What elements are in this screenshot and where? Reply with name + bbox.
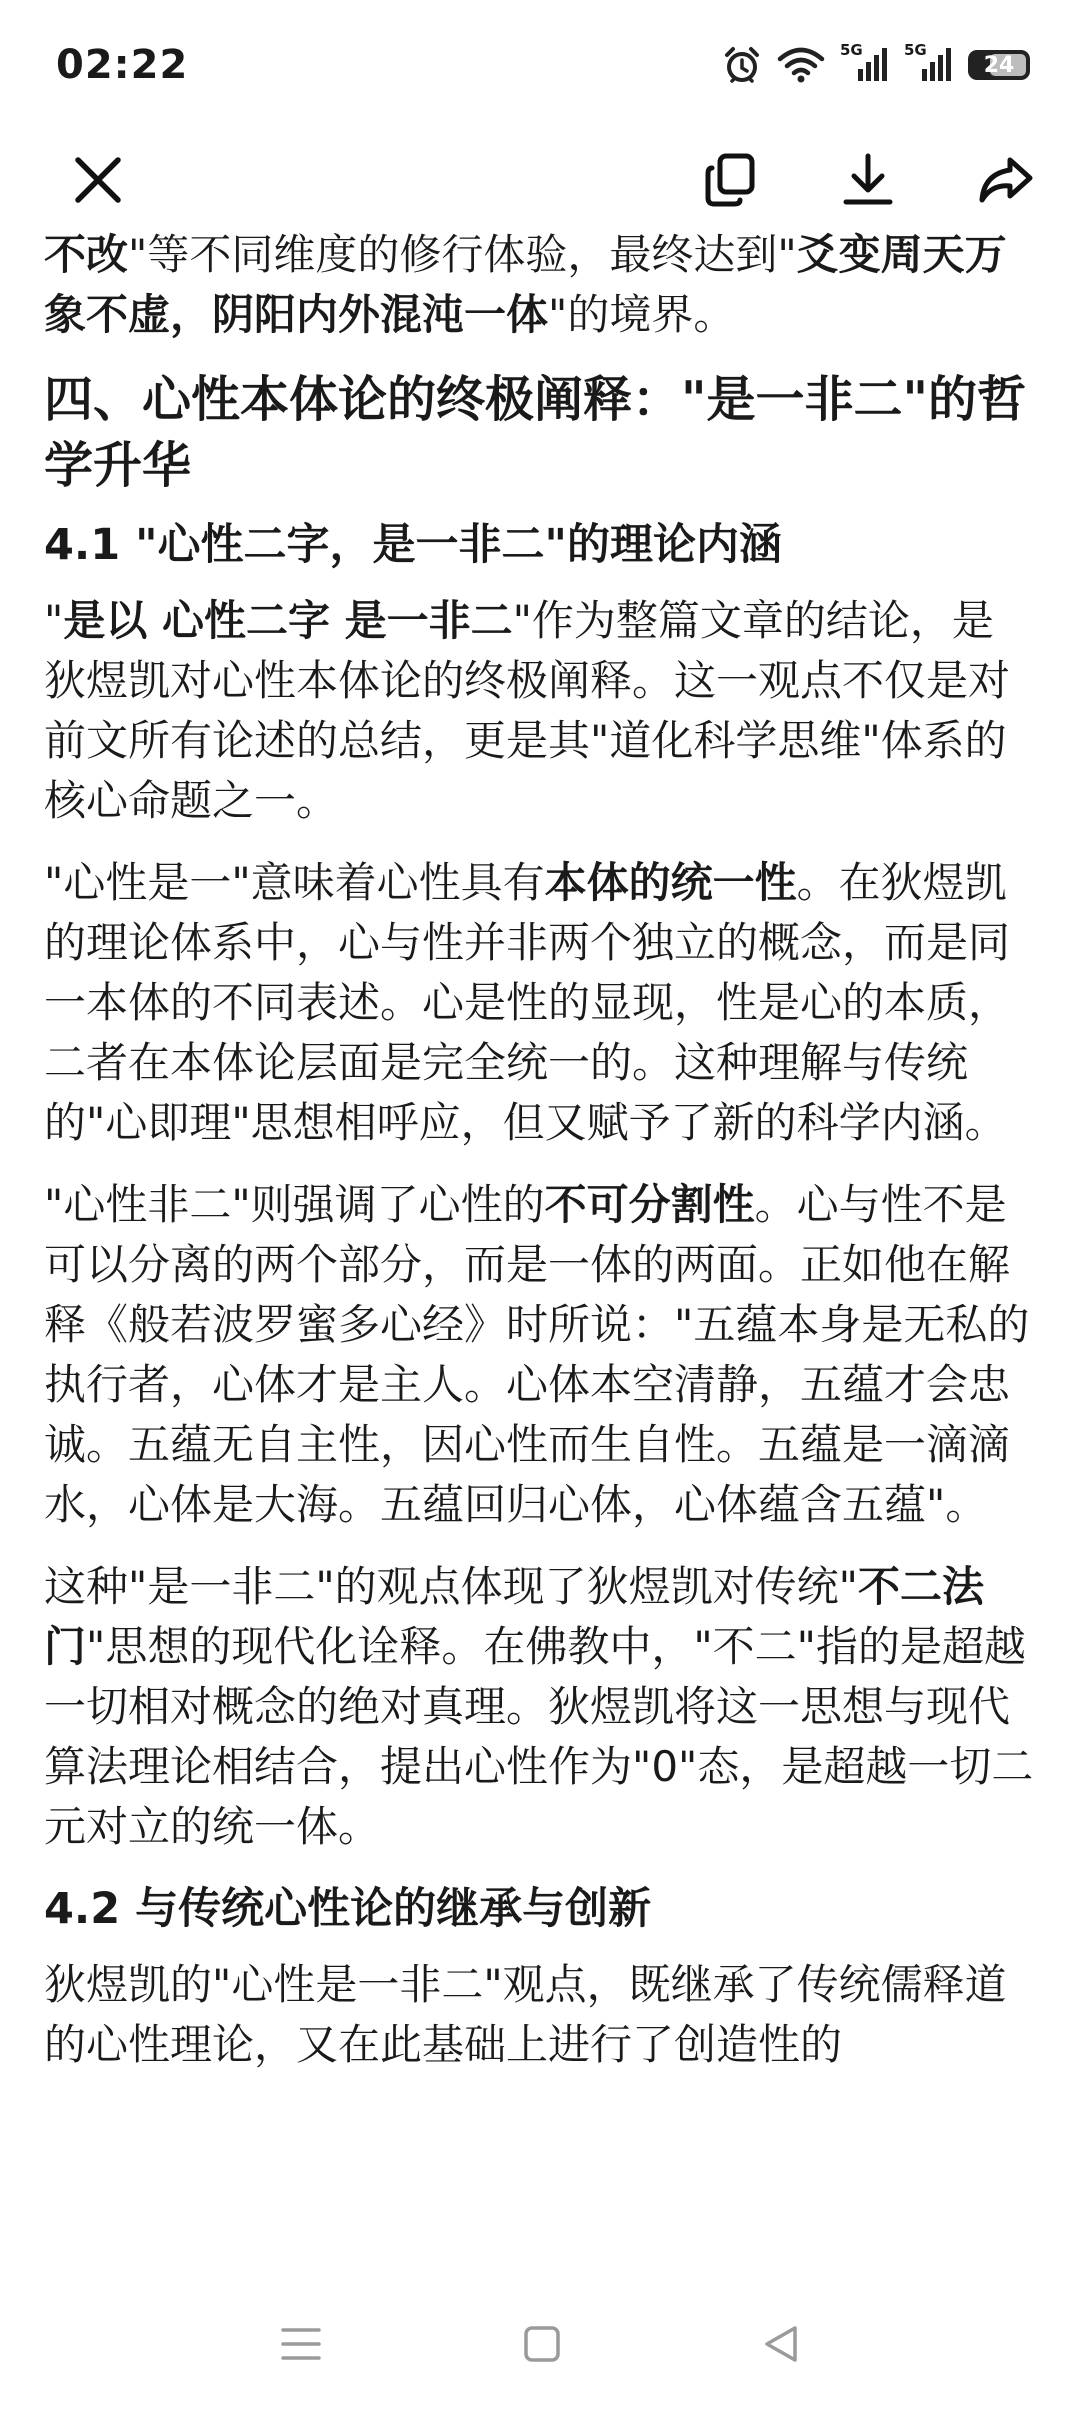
bold-text: 是以 心性二字 是一非二 (63, 596, 513, 645)
subsection-heading: 4.1 "心性二字，是一非二"的理论内涵 (44, 520, 782, 570)
subsection-heading: 4.2 与传统心性论的继承与创新 (44, 1884, 652, 1934)
system-nav-bar (0, 2280, 1080, 2412)
paragraph (44, 591, 1034, 831)
text: "心性是一"意味着心性具有 (44, 858, 545, 907)
copy-icon (700, 150, 760, 210)
bold-text: 不二法门 (44, 1562, 984, 1671)
text: 。心与性不是可以分离的两个部分，而是一体的两面。正如他在解释《般若波罗蜜多心经》时所说："五蕴本身是无私的执行者，心体才是主人。心体本空清静，五蕴才会忠诚。五蕴无自主性，因心性而生自性。五蕴是一滴滴水，心体是大海。五蕴回归心体，心体蕴含五蕴"。 (44, 1180, 1030, 1529)
status-time: 02:22 (56, 42, 189, 88)
text: 这种"是一非二"的观点体现了狄煜凯对传统" (44, 1562, 858, 1611)
text: 狄煜凯的"心性是一非二"观点，既继承了传统儒释道的心性理论，又在此基础上进行了创造性的 (44, 1960, 1007, 2069)
text: "思想的现代化诠释。在佛教中，"不二"指的是超越一切相对概念的绝对真理。狄煜凯将这一思想与现代算法理论相结合，提出心性作为"0"态，是超越一切二元对立的统一体。 (44, 1622, 1034, 1851)
menu-icon (279, 2324, 323, 2364)
download-button[interactable] (830, 142, 906, 218)
status-bar (0, 0, 1080, 130)
section-heading: 四、心性本体论的终极阐释："是一非二"的哲学升华 (44, 371, 1027, 494)
text: "作为整篇文章的结论，是狄煜凯对心性本体论的终极阐释。这一观点不仅是对前文所有论述的总结，更是其"道化科学思维"体系的核心命题之一。 (44, 596, 1011, 825)
article-content (44, 205, 1034, 2285)
text: "心性非二"则强调了心性的 (44, 1180, 545, 1229)
bold-text: 本体的统一性 (544, 858, 797, 907)
bold-text: 不可分割性 (544, 1180, 755, 1229)
text: 。在狄煜凯的理论体系中，心与性并非两个独立的概念，而是同一本体的不同表述。心是性的显现，性是心的本质，二者在本体论层面是完全统一的。这种理解与传统的"心即理"思想相呼应，但又赋予了新的科学内涵。 (44, 858, 1011, 1147)
menu-button[interactable] (279, 2324, 323, 2368)
download-icon (838, 150, 898, 210)
toolbar-actions (692, 142, 1044, 218)
bold-text: 爻变周天万象不虚，阴阳内外混沌一体 (44, 230, 1007, 339)
home-button[interactable] (522, 2324, 562, 2368)
back-icon (761, 2324, 801, 2364)
home-icon (522, 2324, 562, 2364)
paragraph (44, 1175, 1034, 1535)
back-button[interactable] (761, 2324, 801, 2368)
status-icons (722, 41, 1030, 85)
text: "的境界。 (548, 290, 736, 339)
battery-icon (968, 50, 1030, 80)
copy-button[interactable] (692, 142, 768, 218)
signal-icon-1: 5G (840, 45, 890, 85)
bold-text: 不改 (44, 230, 129, 279)
battery-level: 24 (983, 52, 1015, 78)
viewer-toolbar (0, 130, 1080, 230)
share-icon (974, 150, 1038, 210)
close-icon (70, 152, 126, 208)
text: " (44, 596, 64, 645)
paragraph (44, 1955, 1034, 2075)
close-button[interactable] (60, 142, 136, 218)
share-button[interactable] (968, 142, 1044, 218)
paragraph (44, 225, 1034, 345)
text: "等不同维度的修行体验，最终达到" (128, 230, 797, 279)
paragraph (44, 1557, 1034, 1857)
wifi-icon (776, 45, 826, 85)
signal-icon-2: 5G (904, 45, 954, 85)
alarm-icon (722, 45, 762, 85)
paragraph (44, 853, 1034, 1153)
